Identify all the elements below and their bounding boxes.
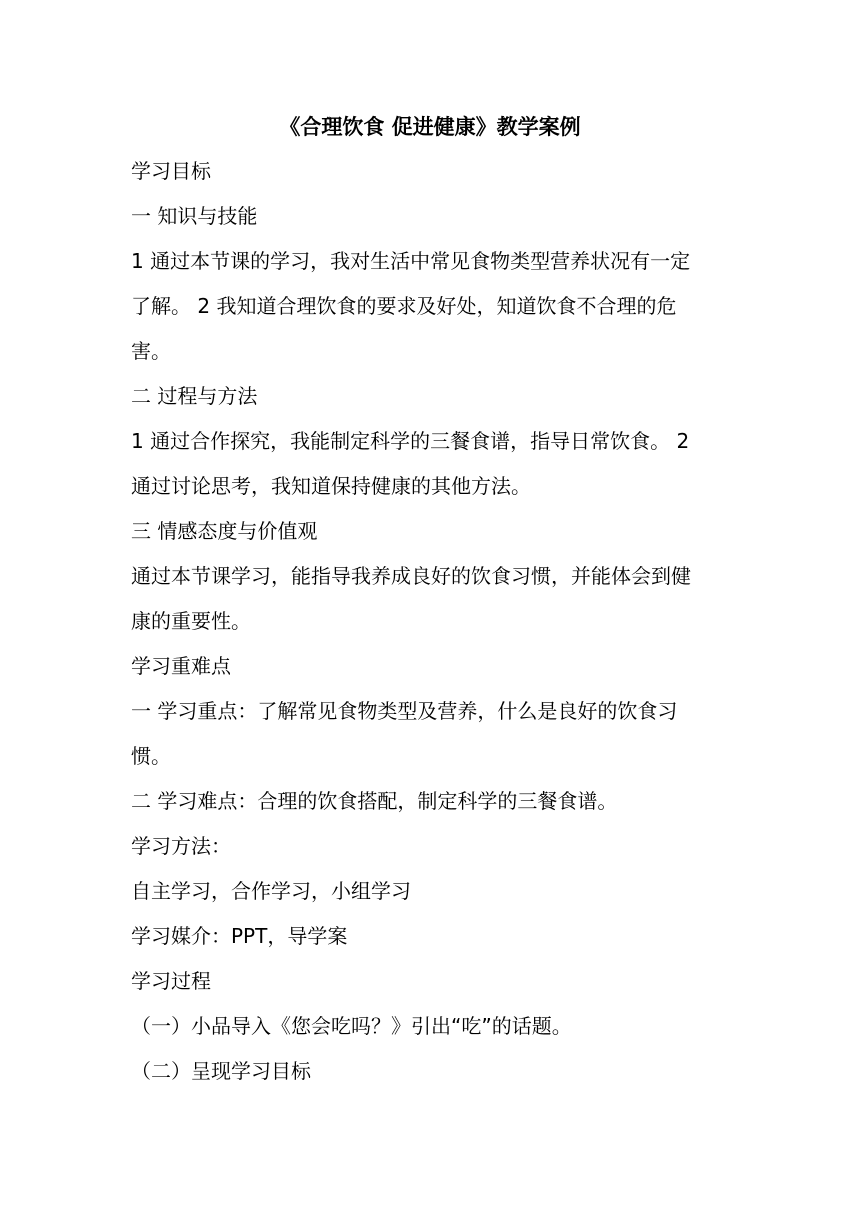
heading-learning-goals: 学习目标 (131, 159, 211, 183)
paragraph-line: 害。 (131, 339, 171, 363)
paragraph-learning-methods: 自主学习，合作学习，小组学习 (131, 879, 411, 903)
process-step-1: （一）小品导入《您会吃吗？》引出“吃”的话题。 (131, 1014, 572, 1038)
paragraph-key-points (131, 696, 731, 771)
subheading-process-method: 二 过程与方法 (131, 384, 258, 408)
paragraph-line: 通过讨论思考，我知道保持健康的其他方法。 (131, 474, 531, 498)
paragraph-line: 通过本节课学习，能指导我养成良好的饮食习惯，并能体会到健 (131, 564, 691, 588)
paragraph-line: 1 通过合作探究，我能制定科学的三餐食谱，指导日常饮食。 2 (131, 429, 690, 453)
paragraph-line: 一 学习重点：了解常见食物类型及营养，什么是良好的饮食习 (131, 699, 678, 723)
heading-key-difficulties: 学习重难点 (131, 654, 231, 678)
process-step-2: （二）呈现学习目标 (131, 1059, 311, 1083)
paragraph-knowledge-skills (131, 246, 731, 366)
paragraph-learning-media: 学习媒介：PPT，导学案 (131, 924, 348, 948)
paragraph-process-method (131, 426, 731, 501)
subheading-attitude-values: 三 情感态度与价值观 (131, 519, 318, 543)
document-body (131, 156, 731, 1101)
paragraph-line: 康的重要性。 (131, 609, 251, 633)
paragraph-line: 1 通过本节课的学习，我对生活中常见食物类型营养状况有一定 (131, 249, 691, 273)
paragraph-line: 惯。 (131, 744, 171, 768)
heading-learning-methods: 学习方法： (131, 834, 231, 858)
paragraph-line: 了解。 2 我知道合理饮食的要求及好处，知道饮食不合理的危 (131, 294, 677, 318)
subheading-knowledge-skills: 一 知识与技能 (131, 204, 258, 228)
paragraph-attitude-values (131, 561, 731, 636)
document-title: 《合理饮食 促进健康》教学案例 (279, 115, 581, 139)
heading-learning-process: 学习过程 (131, 969, 211, 993)
paragraph-difficulties: 二 学习难点：合理的饮食搭配，制定科学的三餐食谱。 (131, 789, 618, 813)
